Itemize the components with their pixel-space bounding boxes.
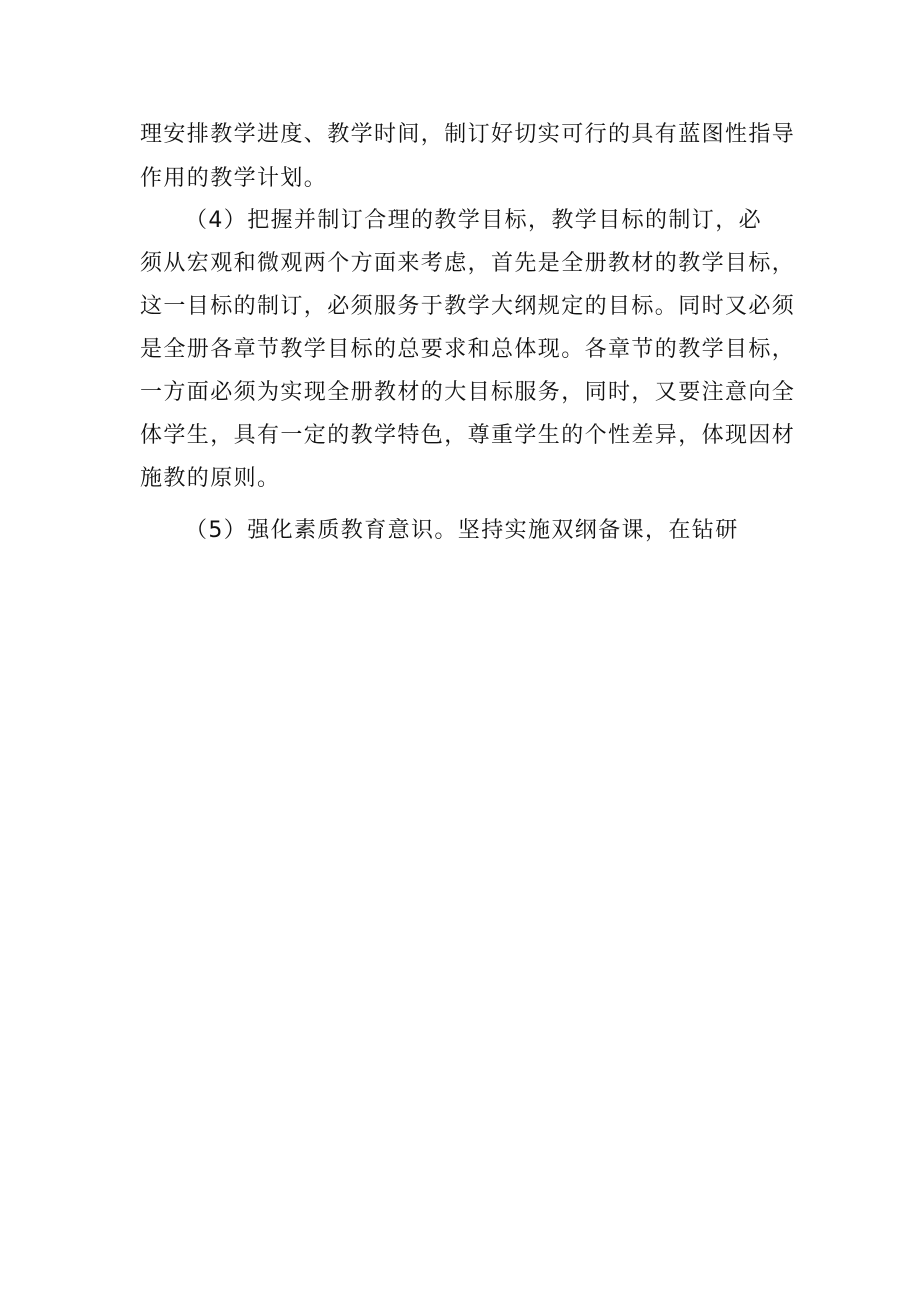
text-line: 须从宏观和微观两个方面来考虑，首先是全册教材的教学目标， — [140, 251, 796, 276]
text-line: 理安排教学进度、教学时间，制订好切实可行的具有蓝图性指导 — [140, 122, 796, 147]
text-line: 作用的教学计划。 — [140, 166, 328, 191]
text-line: 是全册各章节教学目标的总要求和总体现。各章节的教学目标， — [140, 337, 796, 362]
text-line: （4）把握并制订合理的教学目标，教学目标的制订，必 — [185, 208, 762, 233]
text-line: 体学生，具有一定的教学特色，尊重学生的个性差异，体现因材 — [140, 423, 796, 448]
text-line: 施教的原则。 — [140, 466, 281, 491]
text-line: （5）强化素质教育意识。坚持实施双纲备课，在钻研 — [185, 518, 739, 543]
text-line: 一方面必须为实现全册教材的大目标服务，同时，又要注意向全 — [140, 380, 796, 405]
text-line: 这一目标的制订，必须服务于教学大纲规定的目标。同时又必须 — [140, 294, 796, 319]
